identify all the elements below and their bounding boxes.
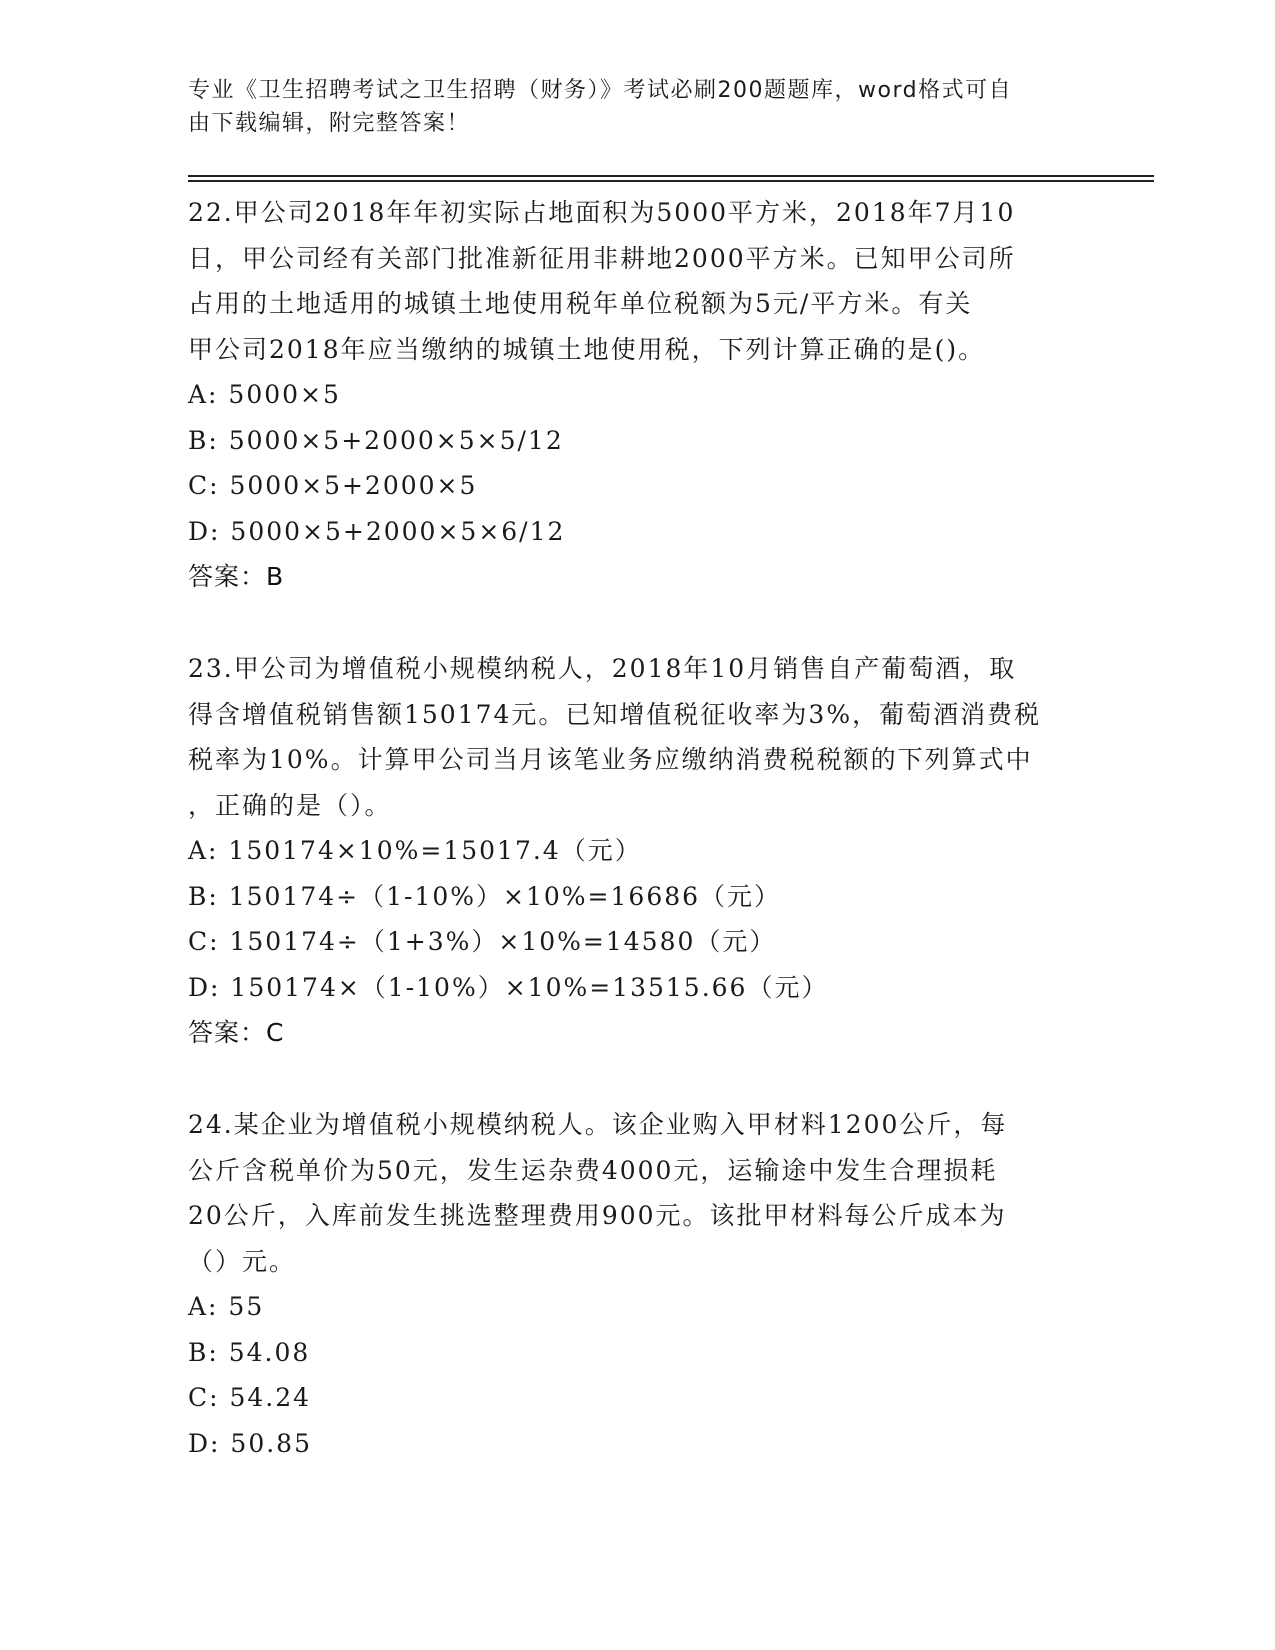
option-b: B: 150174÷（1-10%）×10%=16686（元）: [188, 881, 782, 911]
option-c: C: 5000×5+2000×5: [188, 471, 478, 500]
answer-label: 答案：C: [188, 1018, 285, 1047]
stem-line: 日，甲公司经有关部门批准新征用非耕地2000平方米。已知甲公司所: [188, 243, 1016, 273]
stem-line: （）元。: [188, 1246, 297, 1276]
stem-line: 得含增值税销售额150174元。已知增值税征收率为3%，葡萄酒消费税: [188, 699, 1042, 729]
option-d: D: 5000×5+2000×5×6/12: [188, 516, 566, 546]
option-b: B: 5000×5+2000×5×5/12: [188, 425, 564, 455]
option-a: A: 55: [188, 1292, 265, 1321]
question-23: [188, 646, 1088, 1056]
question-stem: [188, 646, 1088, 828]
document-header: [188, 74, 1068, 140]
stem-line: ，正确的是（）。: [188, 790, 392, 820]
option-c: C: 150174÷（1+3%）×10%=14580（元）: [188, 927, 777, 956]
question-24: [188, 1102, 1088, 1466]
header-divider-bottom: [188, 180, 1154, 182]
question-22: [188, 190, 1088, 600]
stem-line: 22.甲公司2018年年初实际占地面积为5000平方米，2018年7月10: [188, 198, 1016, 227]
option-d: D: 150174×（1-10%）×10%=13515.66（元）: [188, 972, 829, 1002]
option-c: C: 54.24: [188, 1383, 312, 1412]
header-line-2: 由下载编辑，附完整答案！: [188, 111, 471, 136]
stem-line: 甲公司2018年应当缴纳的城镇土地使用税，下列计算正确的是()。: [188, 334, 986, 364]
stem-line: 20公斤，入库前发生挑选整理费用900元。该批甲材料每公斤成本为: [188, 1201, 1007, 1230]
option-a: A: 5000×5: [188, 380, 341, 409]
answer-label: 答案：B: [188, 562, 285, 591]
stem-line: 税率为10%。计算甲公司当月该笔业务应缴纳消费税税额的下列算式中: [188, 745, 1033, 774]
question-stem: [188, 190, 1088, 372]
stem-line: 占用的土地适用的城镇土地使用税年单位税额为5元/平方米。有关: [188, 289, 973, 318]
stem-line: 24.某企业为增值税小规模纳税人。该企业购入甲材料1200公斤，每: [188, 1110, 1008, 1139]
stem-line: 公斤含税单价为50元，发生运杂费4000元，运输途中发生合理损耗: [188, 1155, 998, 1185]
option-a: A: 150174×10%=15017.4（元）: [188, 836, 642, 865]
header-line-1: 专业《卫生招聘考试之卫生招聘（财务）》考试必刷200题题库，word格式可自: [188, 78, 1013, 103]
header-divider-top: [188, 175, 1154, 177]
option-d: D: 50.85: [188, 1428, 312, 1458]
option-b: B: 54.08: [188, 1337, 311, 1367]
question-stem: [188, 1102, 1088, 1284]
stem-line: 23.甲公司为增值税小规模纳税人，2018年10月销售自产葡萄酒，取: [188, 654, 1017, 683]
